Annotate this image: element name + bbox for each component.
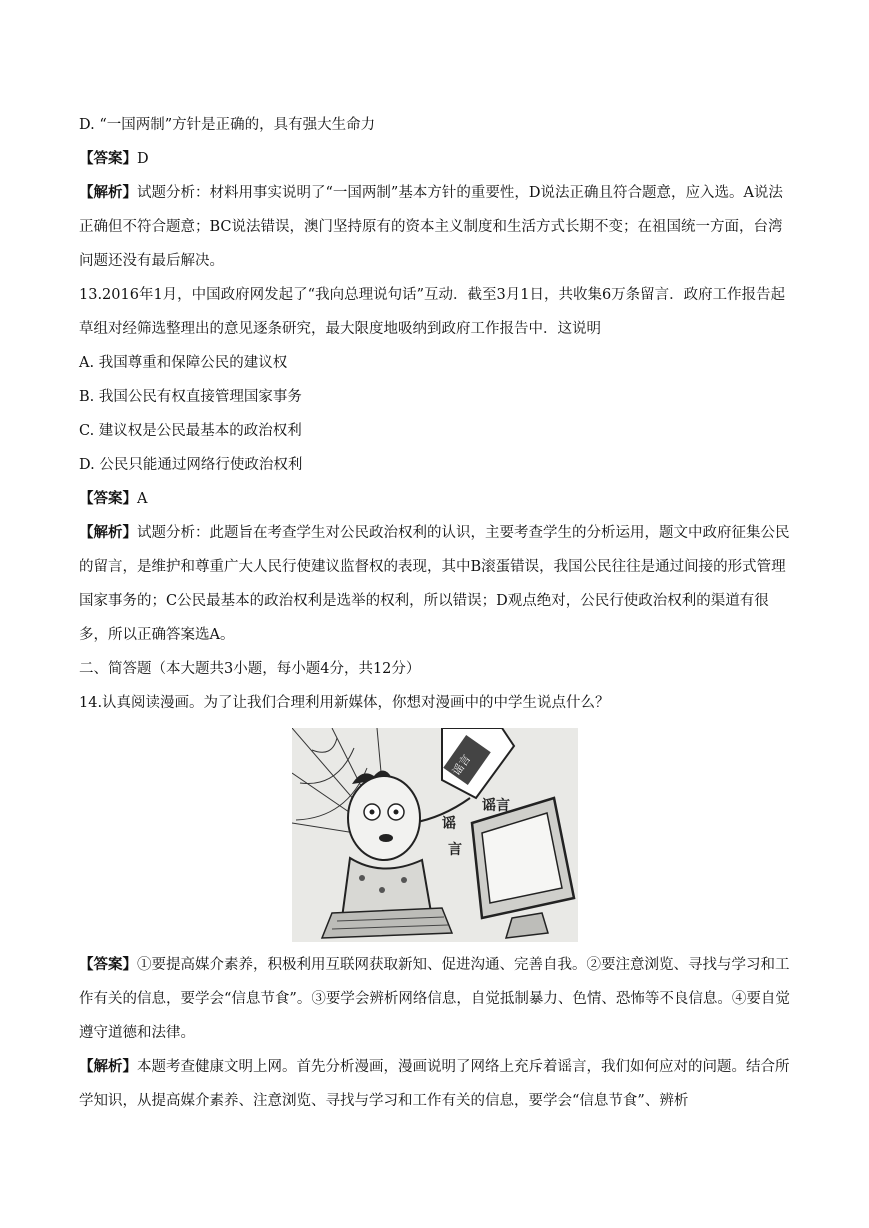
q14-answer: [79, 948, 791, 1050]
bottle-label: 谣言: [450, 752, 474, 778]
q12-analysis: [79, 176, 791, 278]
keyboard: [322, 908, 452, 938]
q13-answer-value: A: [137, 491, 148, 507]
rumor-word-2a: 谣: [442, 816, 456, 832]
q13-analysis-text: 试题分析：此题旨在考查学生对公民政治权利的认识，主要考查学生的分析运用，题文中政府征集公民的留言，是维护和尊重广大人民行使建议监督权的表现，其中B滚蛋错误，我国公民往往是通过间接的形式管理国家事务的；C公民最基本的政治权利是选举的权利，所以错误；D观点绝对，公民行使政治权利的渠道有很多，所以正确答案选A。: [79, 525, 790, 643]
answer-tag: 【答案】: [79, 956, 137, 973]
q13-analysis: [79, 516, 791, 652]
q12-analysis-text: 试题分析：材料用事实说明了“一国两制”基本方针的重要性，D说法正确且符合题意，应入选。A说法正确但不符合题意；BC说法错误，澳门坚持原有的资本主义制度和生活方式长期不变；在祖国统一方面，台湾问题还没有最后解决。: [79, 185, 783, 269]
q14-stem: 14.认真阅读漫画。为了让我们合理利用新媒体，你想对漫画中的中学生说点什么？: [79, 695, 610, 711]
analysis-tag: 【解析】: [79, 524, 137, 541]
document-content: [79, 108, 791, 1118]
analysis-tag: 【解析】: [79, 184, 137, 201]
rumor-word-2b: 言: [448, 842, 462, 858]
q14-answer-text: ①要提高媒介素养，积极利用互联网获取新知、促进沟通、完善自我。②要注意浏览、寻找与学习和工作有关的信息，要学会“信息节食”。③要学会辨析网络信息，自觉抵制暴力、色情、恐怖等不良信息。④要自觉遵守道德和法律。: [79, 957, 790, 1041]
analysis-tag: 【解析】: [79, 1058, 137, 1075]
q12-answer: [79, 142, 791, 176]
section-heading: 二、简答题（本大题共3小题，每小题4分，共12分）: [79, 661, 421, 677]
answer-tag: 【答案】: [79, 150, 137, 167]
q13-option-a: A. 我国尊重和保障公民的建议权: [79, 355, 288, 371]
q14-analysis-text: 本题考查健康文明上网。首先分析漫画，漫画说明了网络上充斥着谣言，我们如何应对的问题。结合所学知识，从提高媒介素养、注意浏览、寻找与学习和工作有关的信息，要学会“信息节食”、辨析: [79, 1059, 790, 1109]
answer-tag: 【答案】: [79, 490, 137, 507]
q12-answer-value: D: [137, 151, 149, 167]
q13-option-d: D. 公民只能通过网络行使政治权利: [79, 457, 303, 473]
q14-analysis: [79, 1050, 791, 1118]
q12-option-d: D. “一国两制”方针是正确的，具有强大生命力: [79, 117, 376, 133]
q13-stem: 13.2016年1月，中国政府网发起了“我向总理说句话”互动．截至3月1日，共收集6万条留言．政府工作报告起草组对经筛选整理出的意见逐条研究，最大限度地吸纳到政府工作报告中．这说明: [79, 287, 786, 337]
q13-option-c: C. 建议权是公民最基本的政治权利: [79, 423, 302, 439]
q13-option-b: B. 我国公民有权直接管理国家事务: [79, 389, 302, 405]
q13-answer: [79, 482, 791, 516]
rumor-word-1: 谣言: [482, 798, 510, 814]
cartoon-figure: [79, 728, 791, 942]
cartoon-image: [292, 728, 578, 942]
